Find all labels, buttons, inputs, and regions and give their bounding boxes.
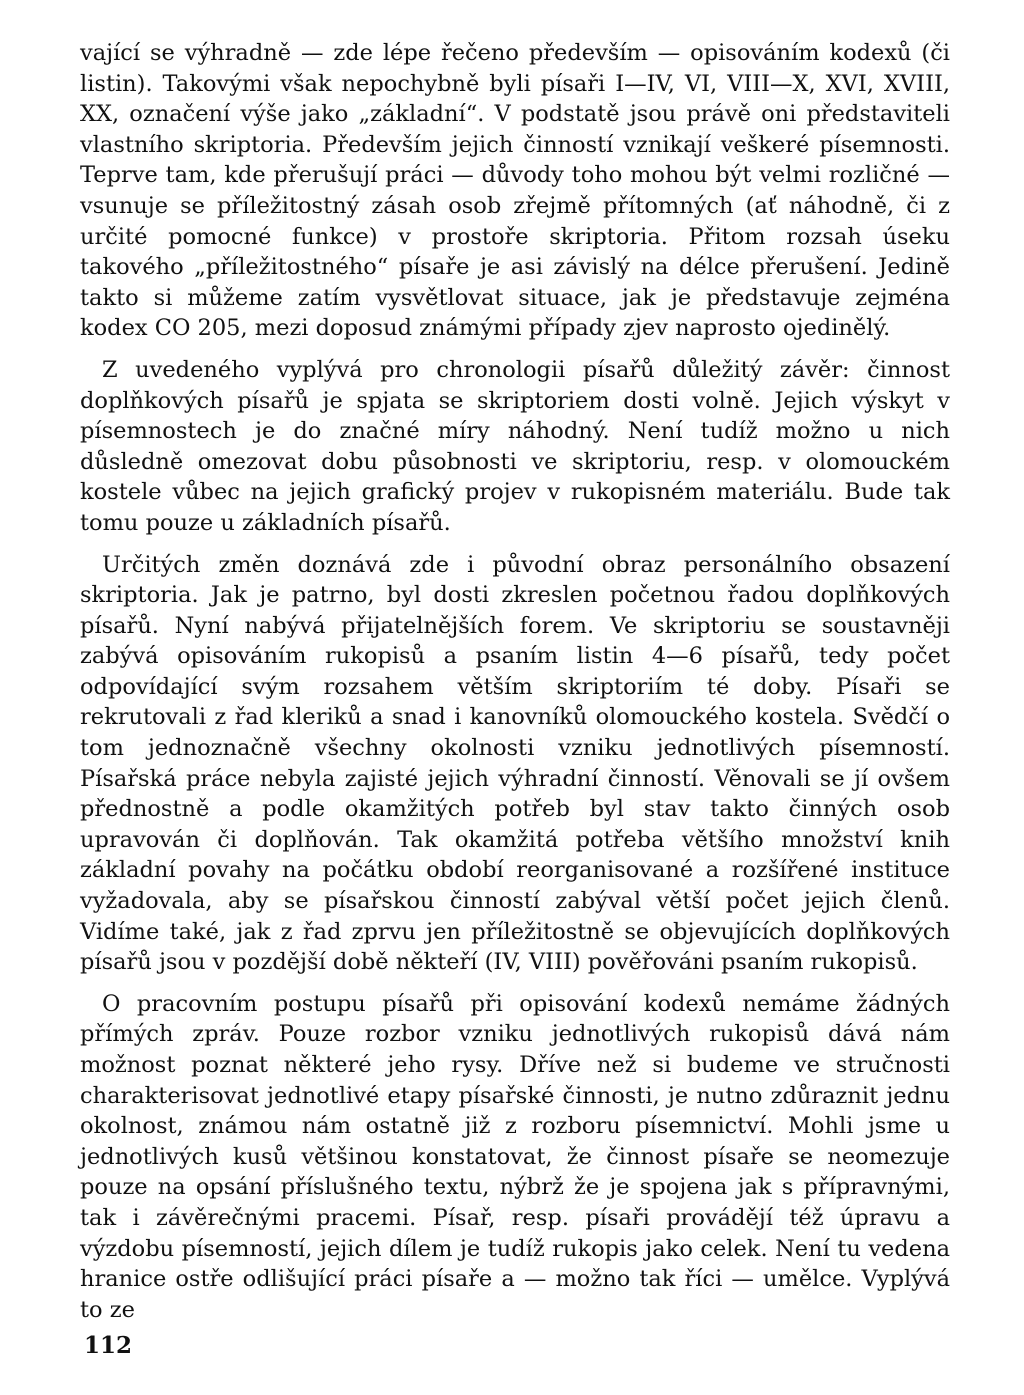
page-number: 112 bbox=[84, 1332, 133, 1359]
paragraph-2: Z uvedeného vyplývá pro chronologii písařů důležitý závěr: činnost doplňkových písařů je spjata se skriptoriem dosti volně. Jejich výskyt v písemnostech je do značné míry náhodný. Není tudíž možno u nich důsledně omezovat dobu působnosti ve skriptoriu, resp. v olomouckém kostele vůbec na jejich grafický projev v rukopisném materiálu. Bude tak tomu pouze u základních písařů. bbox=[80, 356, 950, 536]
paragraph-1: vající se výhradně — zde lépe řečeno především — opisováním kodexů (či listin). Takovými však nepochybně byli písaři I—IV, VI, VIII—X, XVI, XVIII, XX, označení výše jako „základní“. V podstatě jsou právě oni představiteli vlastního skriptoria. Především jejich činností vznikají veškeré písemnosti. Teprve tam, kde přerušují práci — důvody toho mohou být velmi rozličné — vsunuje se příležitostný zásah osob zřejmě přítomných (ať náhodně, či z určité pomocné funkce) v prostoře skriptoria. Přitom rozsah úseku takového „příležitostného“ písaře je asi závislý na délce přerušení. Jedině takto si můžeme zatím vysvětlovat situace, jak je představuje zejména kodex CO 205, mezi doposud známými případy zjev naprosto ojedinělý. bbox=[80, 40, 950, 342]
page-body bbox=[80, 38, 950, 1336]
paragraph-3: Určitých změn doznává zde i původní obraz personálního obsazení skriptoria. Jak je patrno, byl dosti zkreslen početnou řadou doplňkových písařů. Nyní nabývá přijatelnějších forem. Ve skriptoriu se soustavněji zabývá opisováním rukopisů a psaním listin 4—6 písařů, tedy počet odpovídající svým rozsahem větším skriptoriím té doby. Písaři se rekrutovali z řad kleriků a snad i kanovníků olomouckého kostela. Svědčí o tom jednoznačně všechny okolnosti vzniku jednotlivých písemností. Písařská práce nebyla zajisté jejich výhradní činností. Věnovali se jí ovšem přednostně a podle okamžitých potřeb byl stav takto činných osob upravován či doplňován. Tak okamžitá potřeba většího množství knih základní povahy na počátku období reorganisované a rozšířené instituce vyžadovala, aby se písařskou činností zabýval větší počet jejich členů. Vidíme také, jak z řad zprvu jen příležitostně se objevujících doplňkových písařů jsou v pozdější době někteří (IV, VIII) pověřováni psaním rukopisů. bbox=[80, 551, 950, 976]
paragraph-4: O pracovním postupu písařů při opisování kodexů nemáme žádných přímých zpráv. Pouze rozbor vzniku jednotlivých rukopisů dává nám možnost poznat některé jeho rysy. Dříve než si budeme ve stručnosti charakterisovat jednotlivé etapy písařské činnosti, je nutno zdůraznit jednu okolnost, známou nám ostatně již z rozboru písemnictví. Mohli jsme u jednotlivých kusů většinou konstatovat, že činnost písaře se neomezuje pouze na opsání příslušného textu, nýbrž že je spojena jak s přípravnými, tak i závěrečnými pracemi. Písař, resp. písaři provádějí též úpravu a výzdobu písemností, jejich dílem je tudíž rukopis jako celek. Není tu vedena hranice ostře odlišující práci písaře a — možno tak říci — umělce. Vyplývá to ze bbox=[80, 990, 950, 1323]
